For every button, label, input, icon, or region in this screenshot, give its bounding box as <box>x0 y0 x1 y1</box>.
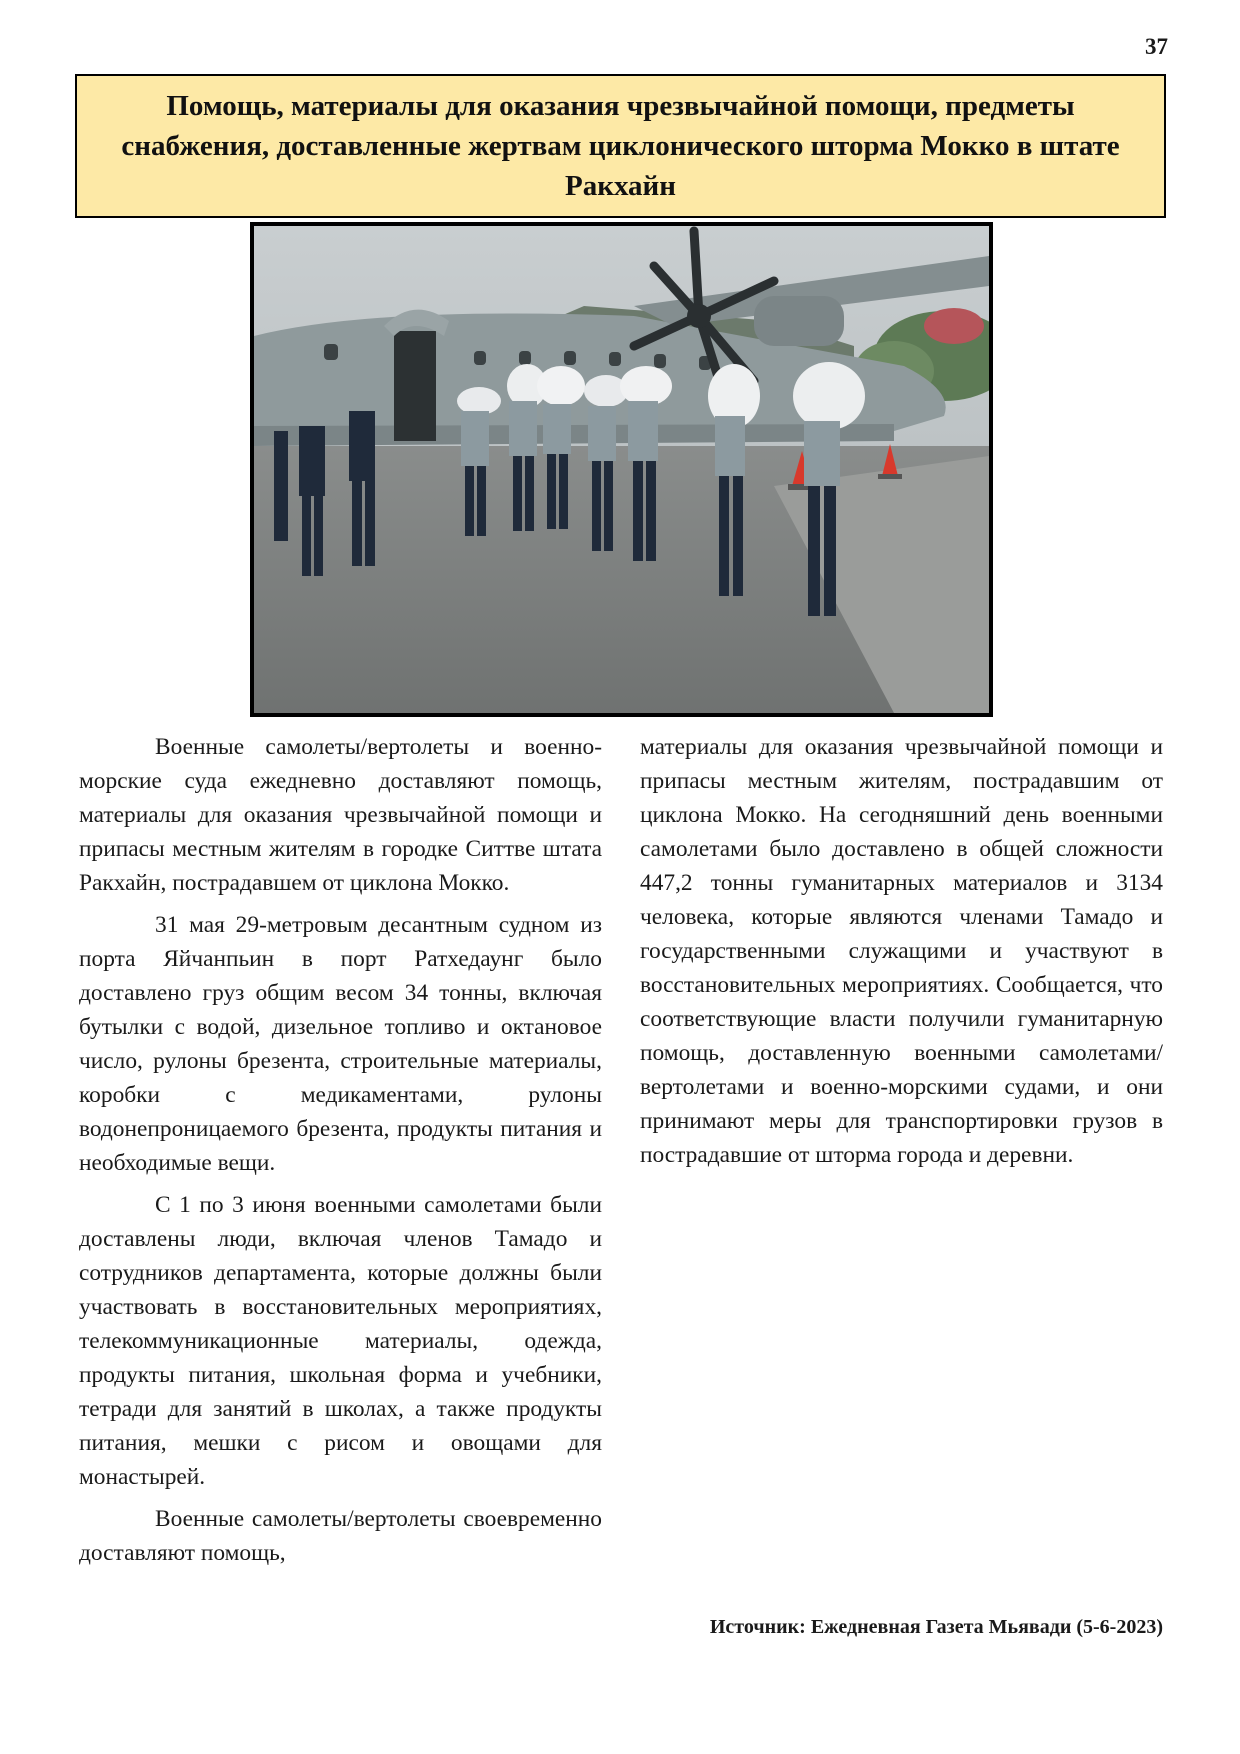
source-credit: Источник: Ежедневная Газета Мьявади (5-6-2023) <box>709 1616 1163 1638</box>
article-title: Помощь, материалы для оказания чрезвычайной помощи, предметы снабжения, доставленные жертвам циклонического шторма Мокко в штате Ракхайн <box>121 90 1120 202</box>
article-photo <box>250 222 993 717</box>
article-paragraph: С 1 по 3 июня военными самолетами были доставлены люди, включая членов Тамадо и сотрудников департамента, которые должны были участвовать в восстановительных мероприятиях, телекоммуникационные материалы, одежда, продукты питания, школьная форма и учебники, тетради для занятий в школах, а также продукты питания, мешки с рисом и овощами для монастырей. <box>79 1192 602 1490</box>
article-paragraph: материалы для оказания чрезвычайной помощи и припасы местным жителям, пострадавшим от циклона Мокко. На сегодняшний день военными самолетами было доставлено в общей сложности 447,2 тонны гуманитарных материалов и 3134 человека, которые являются членами Тамадо и государственными служащими и участвуют в восстановительных мероприятиях. Сообщается, что соответствующие власти получили гуманитарную помощь, доставленную военными самолетами/вертолетами и военно-морскими судами, и они принимают меры для транспортировки грузов в пострадавшие от шторма города и деревни. <box>640 734 1163 1168</box>
photo-military-plane-unloading-icon <box>254 226 989 713</box>
article-paragraph: 31 мая 29-метровым десантным судном из порта Яйчанпьин в порт Ратхедаунг было доставлено груз общим весом 34 тонны, включая бутылки с водой, дизельное топливо и октановое число, рулоны брезента, строительные материалы, коробки с медикаментами, рулоны водонепроницаемого брезента, продукты питания и необходимые вещи. <box>79 912 602 1176</box>
article-column-left <box>79 730 602 1578</box>
article-paragraph: Военные самолеты/вертолеты и военно-морские суда ежедневно доставляют помощь, материалы для оказания чрезвычайной помощи и припасы местным жителям в городке Ситтве штата Ракхайн, пострадавшем от циклона Мокко. <box>79 734 602 896</box>
title-box <box>75 74 1166 218</box>
page-number: 37 <box>1145 34 1168 59</box>
article-paragraph: Военные самолеты/вертолеты своевременно доставляют помощь, <box>79 1506 602 1566</box>
article-column-right <box>640 730 1163 1180</box>
